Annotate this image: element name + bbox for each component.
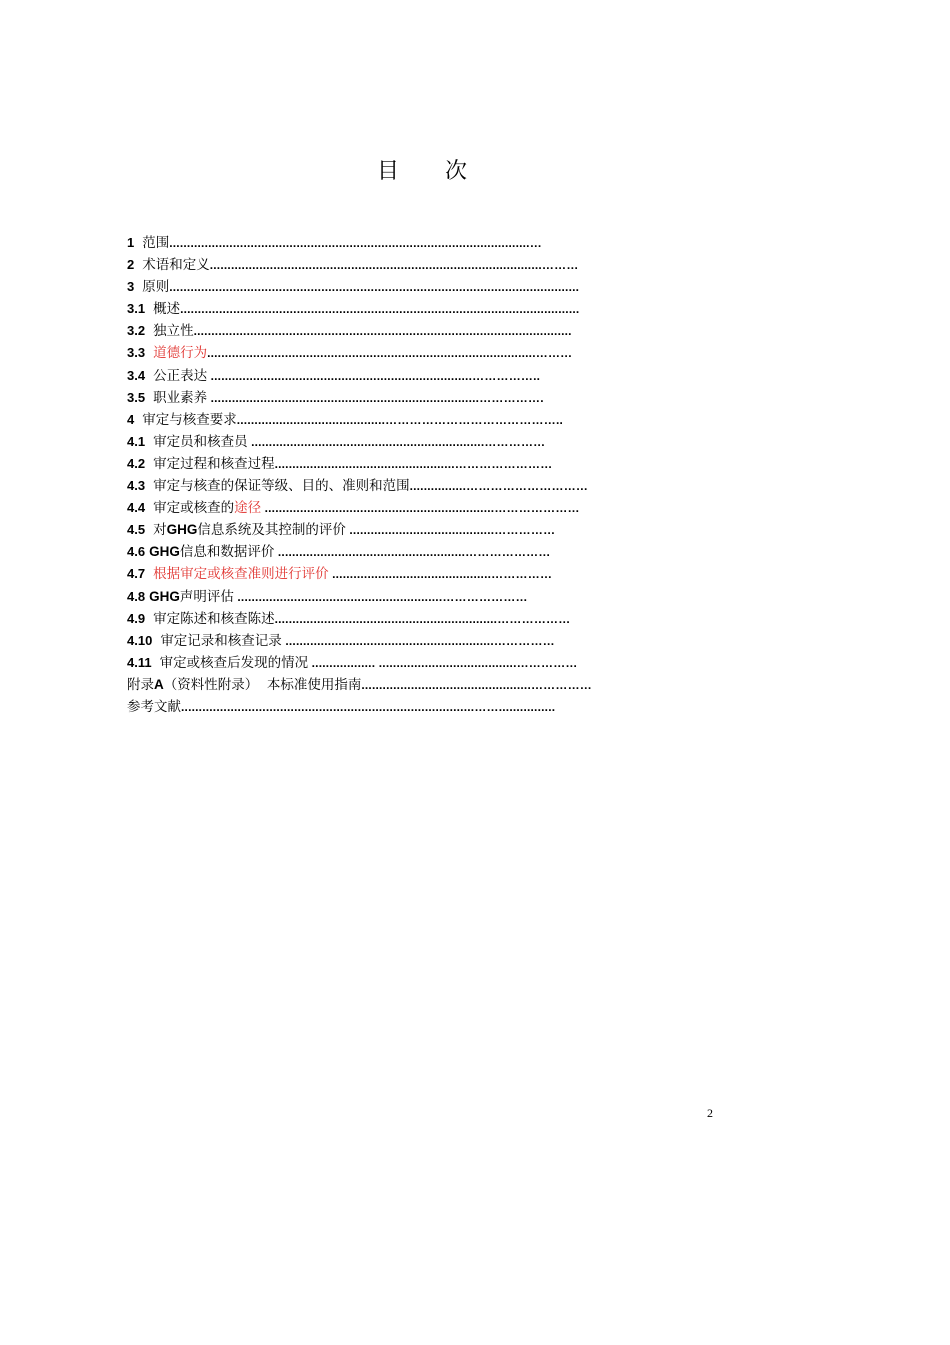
toc-entry-number: 4.10 <box>127 632 153 648</box>
toc-entry-1[interactable] <box>127 232 672 254</box>
toc-entry-label-part: 信息和数据评价 <box>179 544 275 561</box>
toc-entry-label <box>153 522 346 538</box>
toc-entry-number: 4.9 <box>127 610 146 626</box>
toc-entry-leader: .................................................................................................................... <box>169 280 580 295</box>
toc-entry-label-bold: GHG <box>149 588 180 604</box>
toc-entry-number: 4.4 <box>127 500 146 516</box>
toc-entry-leader: .................. .......................................…………… <box>308 655 578 670</box>
toc-entry-leader: ..........................................................………………… <box>233 589 528 604</box>
toc-list <box>127 232 672 718</box>
toc-entry-leader: ................................................................................................................. <box>180 302 580 317</box>
toc-entry-leader: ......................................................................................................… <box>169 236 542 250</box>
toc-entry-4-11[interactable] <box>127 652 672 674</box>
toc-entry-label: 道德行为 <box>153 345 208 362</box>
toc-title <box>0 154 844 185</box>
toc-entry-label <box>153 500 261 516</box>
toc-entry-number: 4.6 <box>127 544 146 560</box>
toc-entry-number: 1 <box>127 235 135 250</box>
toc-entry-leader: ................………………………… <box>409 479 589 494</box>
toc-entry-label: 审定与核查的保证等级、目的、准则和范围 <box>153 478 410 495</box>
toc-entry-4-5[interactable] <box>127 519 672 541</box>
toc-entry-label: 公正表达 <box>153 367 208 384</box>
toc-entry-label: 术语和定义 <box>142 257 210 274</box>
toc-entry-3-5[interactable] <box>127 387 672 409</box>
toc-entry-label: 概述 <box>153 301 181 318</box>
toc-title-char-1: 目 <box>376 159 399 184</box>
toc-entry-number: 3.5 <box>127 389 146 405</box>
toc-entry-leader: ..........................................…………………………………….. <box>236 412 564 427</box>
toc-entry-number: 4.5 <box>127 522 146 538</box>
toc-entry-references[interactable] <box>127 696 672 718</box>
toc-entry-leader: .............................................…………… <box>328 567 553 582</box>
toc-entry-leader: ........................................................................................................... <box>193 324 572 339</box>
toc-entry-label: 参考文献 <box>127 698 181 715</box>
toc-entry-leader: ...................................................…………………… <box>274 456 553 471</box>
toc-entry-4-2[interactable] <box>127 453 672 475</box>
toc-entry-label-bold: GHG <box>166 522 198 538</box>
toc-entry-label: 职业素养 <box>153 389 208 406</box>
toc-entry-label: 审定陈述和核查陈述 <box>153 610 275 627</box>
toc-entry-leader: .............................................................................................……… <box>207 346 573 361</box>
toc-entry-number: 4.11 <box>127 654 152 670</box>
toc-entry-leader: ...................................................................................……................ <box>181 699 556 714</box>
toc-entry-leader: ..........................................................................…………….. <box>207 368 541 383</box>
toc-entry-label-part: 声明评估 <box>179 588 234 605</box>
toc-entry-leader: .........................................…………… <box>345 523 556 538</box>
toc-entry-label-bold: A <box>154 676 164 692</box>
toc-entry-number: 4.1 <box>127 433 146 449</box>
toc-title-char-2: 次 <box>445 159 468 184</box>
toc-entry-number: 4.3 <box>127 478 146 494</box>
toc-entry-label <box>149 589 234 605</box>
toc-entry-leader: ..................................................................…………… <box>247 434 546 449</box>
toc-entry-3[interactable] <box>127 276 672 298</box>
toc-entry-number: 3.4 <box>127 367 146 383</box>
toc-entry-leader: .....................................................………………… <box>274 545 551 560</box>
toc-entry-3-1[interactable] <box>127 298 672 320</box>
toc-entry-leader: .................................................................………………… <box>261 501 580 516</box>
toc-entry-label: 审定记录和核查记录 <box>160 632 282 649</box>
toc-entry-label: 审定员和核查员 <box>153 433 248 450</box>
toc-entry-4-10[interactable] <box>127 630 672 652</box>
toc-entry-leader: ............................................................................……………. <box>207 390 544 405</box>
toc-entry-3-4[interactable] <box>127 365 672 387</box>
toc-entry-label-part: 附录 <box>127 676 154 693</box>
toc-entry-4-3[interactable] <box>127 475 672 497</box>
toc-entry-4-8[interactable] <box>127 586 672 608</box>
toc-entry-number: 3.1 <box>127 301 146 317</box>
toc-entry-label <box>127 677 361 693</box>
toc-entry-label-part: （资料性附录） 本标准使用指南 <box>163 676 362 693</box>
toc-entry-3-2[interactable] <box>127 320 672 342</box>
toc-entry-3-3[interactable] <box>127 342 672 364</box>
toc-entry-number: 4.8 <box>127 588 146 604</box>
toc-entry-label: 审定过程和核查过程 <box>153 455 275 472</box>
toc-entry-label-bold: GHG <box>149 544 180 560</box>
toc-entry-label <box>149 544 274 560</box>
toc-entry-number: 3.3 <box>127 345 146 361</box>
toc-entry-4-1[interactable] <box>127 431 672 453</box>
toc-entry-label: 审定或核查后发现的情况 <box>159 654 309 671</box>
toc-entry-leader: ................................................…………… <box>361 677 592 692</box>
toc-entry-leader: ..............................................................................................……… <box>209 258 579 273</box>
toc-entry-number: 4.2 <box>127 455 146 471</box>
toc-entry-leader: ...........................................................…………… <box>281 633 555 648</box>
toc-entry-appendix-a[interactable] <box>127 674 672 696</box>
toc-entry-label: 审定与核查要求 <box>142 411 237 428</box>
toc-entry-label: 原则 <box>142 279 170 296</box>
toc-entry-4-4[interactable] <box>127 497 672 519</box>
toc-entry-leader: ...............................................................……………… <box>274 611 571 626</box>
page-number: 2 <box>707 1106 713 1120</box>
toc-entry-label-highlight: 途径 <box>234 500 262 517</box>
toc-entry-label: 独立性 <box>153 323 194 340</box>
toc-entry-label-part: 对 <box>153 522 167 539</box>
toc-entry-number: 4 <box>127 411 135 427</box>
toc-entry-number: 4.7 <box>127 566 146 582</box>
toc-entry-label-part: 信息系统及其控制的评价 <box>197 522 346 539</box>
toc-entry-2[interactable] <box>127 254 672 276</box>
toc-entry-4-6[interactable] <box>127 541 672 563</box>
toc-entry-number: 3 <box>127 279 135 295</box>
toc-entry-label: 根据审定或核查准则进行评价 <box>153 566 329 583</box>
toc-entry-number: 2 <box>127 257 135 273</box>
toc-entry-4-7[interactable] <box>127 563 672 585</box>
toc-entry-label-part: 审定或核查的 <box>153 500 235 517</box>
toc-entry-number: 3.2 <box>127 323 146 339</box>
toc-entry-label: 范围 <box>142 235 170 251</box>
toc-entry-4-9[interactable] <box>127 608 672 630</box>
toc-entry-4[interactable] <box>127 409 672 431</box>
